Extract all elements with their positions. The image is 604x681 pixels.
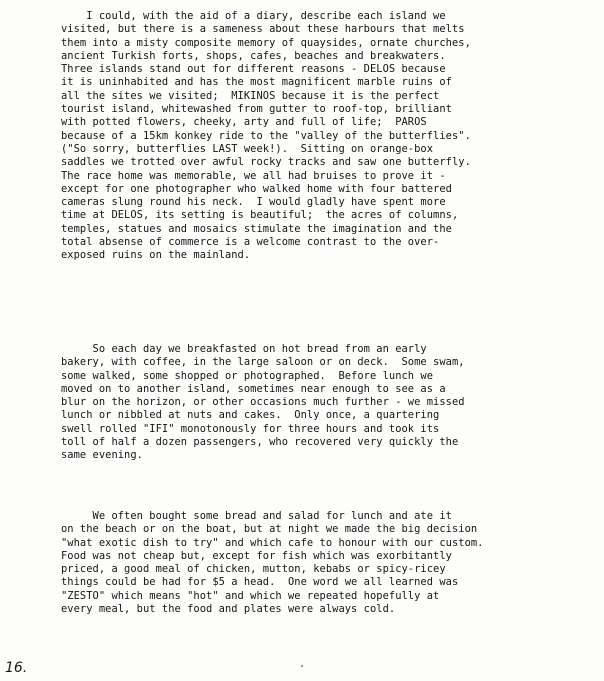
paragraph-daily-routine: So each day we breakfasted on hot bread from an early bakery, with coffee, in the large saloon or on deck. Some swam, some walked, some shopped or photographed. Before lunch we moved on to another island, sometimes near enough to see as a blur on the horizon, or other occasions much further - we missed lunch or nibbled at nuts and cakes. Only once, a quartering swell rolled "IFI" monotonously for three hours and took its toll of half a dozen passengers, who recovered very quickly the same evening. [61,343,465,462]
page-number: 16. [5,660,28,676]
paragraph-meals: We often bought some bread and salad for lunch and ate it on the beach or on the boat, but at night we made the big decision "what exotic dish to try" and which cafe to honour with our custom. Food was not cheap but, except for fish which was exorbitantly priced, a good meal of chicken, mutton, kebabs or spicy-ricey things could be had for $5 a head. One word we all learned was "ZESTO" which means "hot" and which we repeated hopefully at every meal, but the food and plates were always cold. [61,510,484,616]
scan-speck [301,665,303,667]
paragraph-islands: I could, with the aid of a diary, describe each island we visited, but there is a sameness about these harbours that melts them into a misty composite memory of quaysides, ornate churches, ancient Turkish forts, shops, cafes, beaches and breakwaters. Three islands stand out for different reasons - DELOS because it is uninhabited and has the most magnificent marble ruins of all the sites we visited; MIKINOS because it is the perfect tourist island, whitewashed from gutter to roof-top, brilliant with potted flowers, cheeky, arty and full of life; PAROS because of a 15km konkey ride to the "valley of the butterflies". ("So sorry, butterflies LAST week!). Sitting on orange-box saddles we trotted over awful rocky tracks and saw one butterfly. The race home was memorable, we all had bruises to prove it - except for one photographer who walked home with four battered cameras slung round his neck. I would gladly have spent more time at DELOS, its setting is beautiful; the acres of columns, temples, statues and mosaics stimulate the imagination and the total absense of commerce is a welcome contrast to the over- exposed ruins on the mainland. [61,10,471,262]
